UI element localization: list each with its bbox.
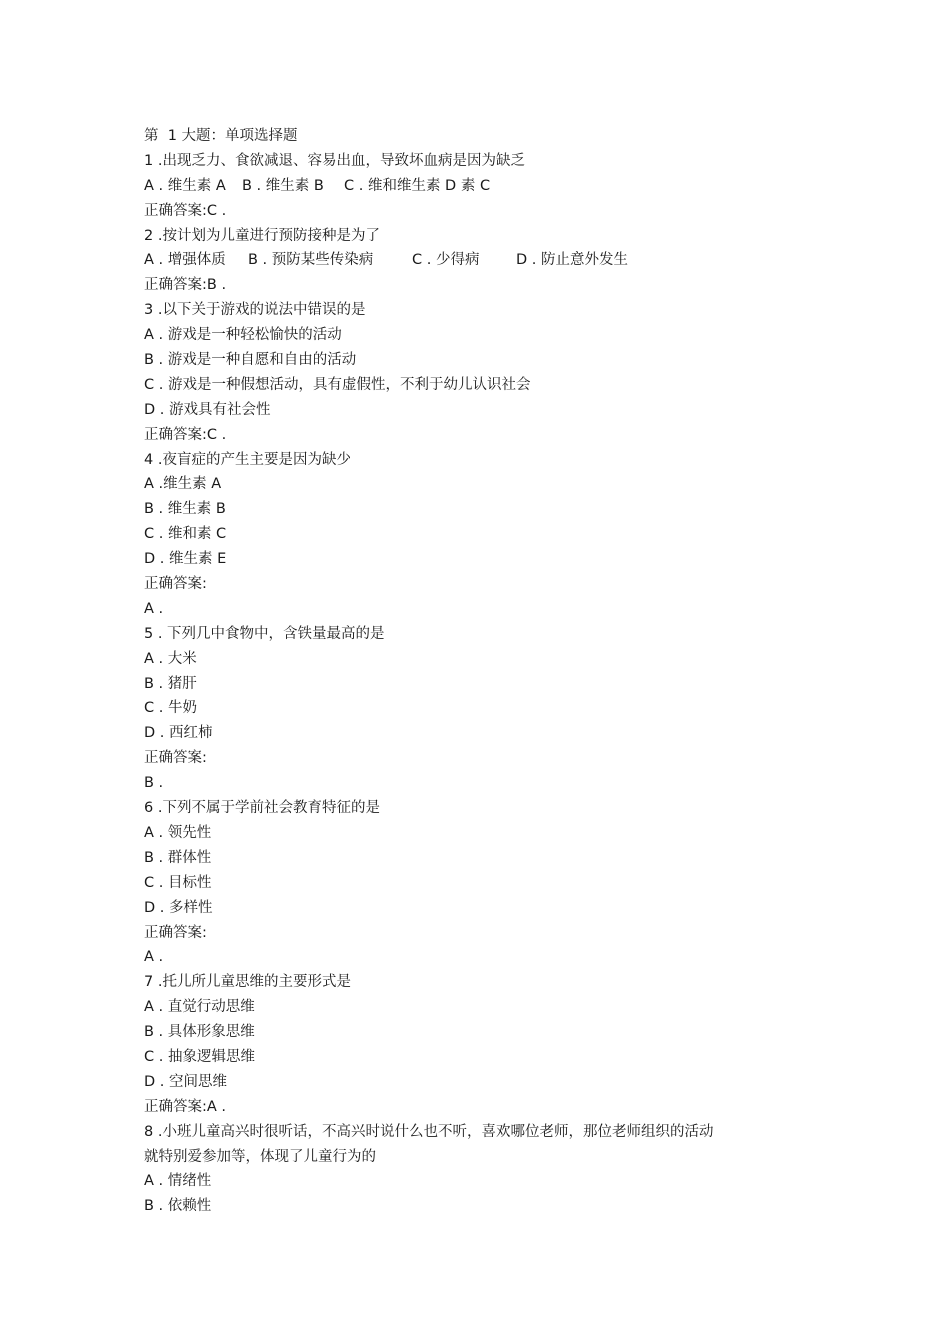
question-1: 1 .出现乏力、食欲减退、容易出血，导致坏血病是因为缺乏: [144, 152, 525, 169]
answer-1: 正确答案:C .: [144, 202, 227, 219]
option-c: C . 目标性: [144, 874, 212, 891]
question-5: 5 . 下列几中食物中，含铁量最高的是: [144, 625, 385, 642]
question-2-options: [144, 248, 844, 273]
option-b: B . 维生素 B: [242, 177, 324, 194]
answer-3: 正确答案:C .: [144, 426, 227, 443]
answer-value-5: B .: [144, 775, 164, 792]
option-b: B . 游戏是一种自愿和自由的活动: [144, 352, 357, 369]
option-c: C . 游戏是一种假想活动，具有虚假性，不利于幼儿认识社会: [144, 376, 531, 393]
option-a: A . 维生素 A: [144, 177, 226, 194]
option-c: C . 维和维生素 D 素 C: [344, 177, 491, 194]
answer-label-6: 正确答案:: [144, 924, 207, 941]
option-a: A . 领先性: [144, 824, 212, 841]
option-b: B . 猪肝: [144, 675, 197, 692]
question-3: 3 .以下关于游戏的说法中错误的是: [144, 302, 366, 319]
answer-value-6: A .: [144, 949, 164, 966]
section-title: 第 1 大题：单项选择题: [144, 128, 298, 144]
option-b: B . 群体性: [144, 849, 212, 866]
option-d: D . 多样性: [144, 899, 213, 916]
question-8-line-1: 8 .小班儿童高兴时很听话，不高兴时说什么也不听，喜欢哪位老师，那位老师组织的活动: [144, 1123, 714, 1140]
option-d: D . 空间思维: [144, 1073, 227, 1090]
option-b: B . 具体形象思维: [144, 1024, 255, 1041]
answer-7: 正确答案:A .: [144, 1098, 227, 1115]
question-7: 7 .托儿所儿童思维的主要形式是: [144, 974, 351, 991]
question-8-line-2: 就特别爱参加等，体现了儿童行为的: [144, 1148, 376, 1165]
option-a: A . 增强体质: [144, 252, 226, 269]
answer-label-4: 正确答案:: [144, 576, 207, 593]
question-6: 6 .下列不属于学前社会教育特征的是: [144, 800, 380, 817]
question-4: 4 .夜盲症的产生主要是因为缺少: [144, 451, 351, 468]
option-b: B . 维生素 B: [144, 501, 226, 518]
option-c: C . 牛奶: [144, 700, 197, 717]
option-a: A . 大米: [144, 650, 197, 667]
answer-value-4: A .: [144, 600, 164, 617]
option-a: A .维生素 A: [144, 476, 222, 493]
option-d: D . 防止意外发生: [516, 252, 628, 269]
option-b: B . 依赖性: [144, 1198, 212, 1215]
question-1-options: [144, 174, 844, 199]
option-d: D . 维生素 E: [144, 551, 227, 568]
option-a: A . 直觉行动思维: [144, 999, 255, 1016]
option-a: A . 游戏是一种轻松愉快的活动: [144, 327, 342, 344]
option-c: C . 抽象逻辑思维: [144, 1048, 255, 1065]
question-2: 2 .按计划为儿童进行预防接种是为了: [144, 227, 380, 244]
answer-label-5: 正确答案:: [144, 750, 207, 767]
option-a: A . 情绪性: [144, 1173, 212, 1190]
option-d: D . 西红柿: [144, 725, 213, 742]
option-d: D . 游戏具有社会性: [144, 401, 271, 418]
option-b: B . 预防某些传染病: [248, 252, 374, 269]
document-page: [144, 124, 844, 1219]
option-c: C . 少得病: [412, 252, 480, 269]
answer-2: 正确答案:B .: [144, 277, 227, 294]
option-c: C . 维和素 C: [144, 526, 227, 543]
